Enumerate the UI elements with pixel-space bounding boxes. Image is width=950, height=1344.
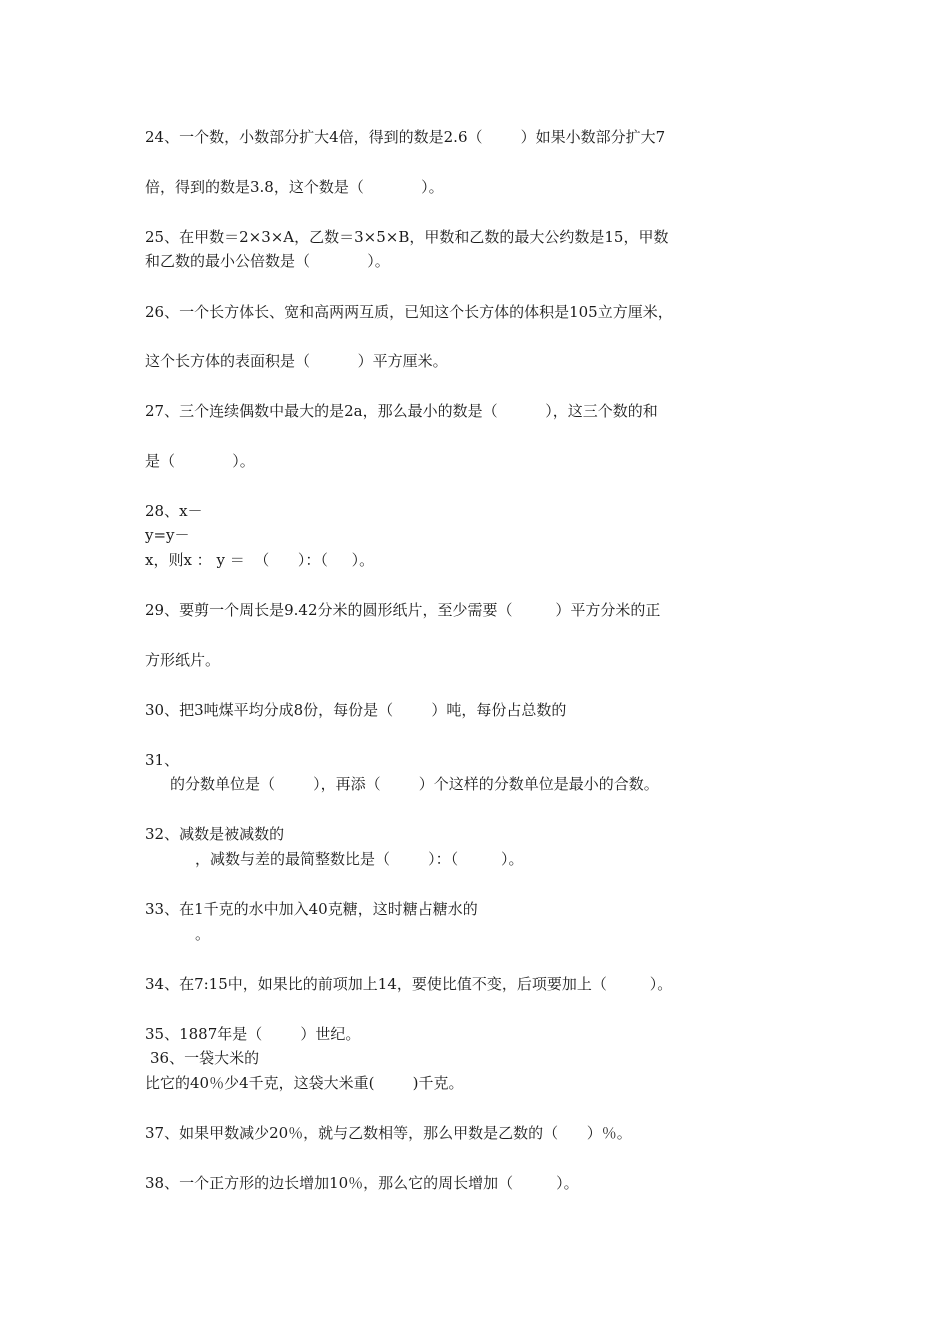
question-31-line-1: 31、 xyxy=(145,751,180,769)
question-34-line-1: 34、在7:15中，如果比的前项加上14，要使比值不变，后项要加上（ ）。 xyxy=(145,975,673,993)
question-24-line-2: 倍，得到的数是3.8，这个数是（ ）。 xyxy=(145,178,444,196)
question-27-line-1: 27、三个连续偶数中最大的是2a，那么最小的数是（ ），这三个数的和 xyxy=(145,402,658,420)
question-38-line-1: 38、一个正方形的边长增加10％，那么它的周长增加（ ）。 xyxy=(145,1174,579,1192)
question-26-line-2: 这个长方体的表面积是（ ）平方厘米。 xyxy=(145,352,448,370)
question-36-line-2: 比它的40％少4千克，这袋大米重( )千克。 xyxy=(145,1074,464,1092)
question-32-line-1: 32、减数是被减数的 xyxy=(145,825,285,843)
question-28-line-1: 28、x－ xyxy=(145,502,203,520)
question-30-line-1: 30、把3吨煤平均分成8份，每份是（ ）吨，每份占总数的 xyxy=(145,701,567,719)
question-27-line-2: 是（ ）。 xyxy=(145,452,255,470)
question-36-line-1: 36、一袋大米的 xyxy=(150,1049,260,1067)
question-31-line-2: 的分数单位是（ ），再添（ ）个这样的分数单位是最小的合数。 xyxy=(170,775,659,793)
question-29-line-2: 方形纸片。 xyxy=(145,651,221,669)
question-29-line-1: 29、要剪一个周长是9.42分米的圆形纸片，至少需要（ ）平方分米的正 xyxy=(145,601,661,619)
question-26-line-1: 26、一个长方体长、宽和高两两互质，已知这个长方体的体积是105立方厘米， xyxy=(145,303,673,321)
question-25-line-1: 25、在甲数＝2×3×A，乙数＝3×5×B，甲数和乙数的最大公约数是15，甲数 xyxy=(145,228,669,246)
question-28-line-2: y=y－ xyxy=(145,526,190,544)
question-37-line-1: 37、如果甲数减少20％，就与乙数相等，那么甲数是乙数的（ ）％。 xyxy=(145,1124,632,1142)
question-24-line-1: 24、一个数，小数部分扩大4倍，得到的数是2.6（ ）如果小数部分扩大7 xyxy=(145,128,666,146)
question-25-line-2: 和乙数的最小公倍数是（ ）。 xyxy=(145,252,390,270)
question-33-line-1: 33、在1千克的水中加入40克糖，这时糖占糖水的 xyxy=(145,900,478,918)
question-33-line-2: 。 xyxy=(195,925,211,943)
question-35-line-1: 35、1887年是（ ）世纪。 xyxy=(145,1025,361,1043)
question-28-line-3: x，则x ： y ＝ （ ）：（ ）。 xyxy=(145,551,375,569)
question-32-line-2: ，减数与差的最简整数比是（ ）：（ ）。 xyxy=(195,850,524,868)
